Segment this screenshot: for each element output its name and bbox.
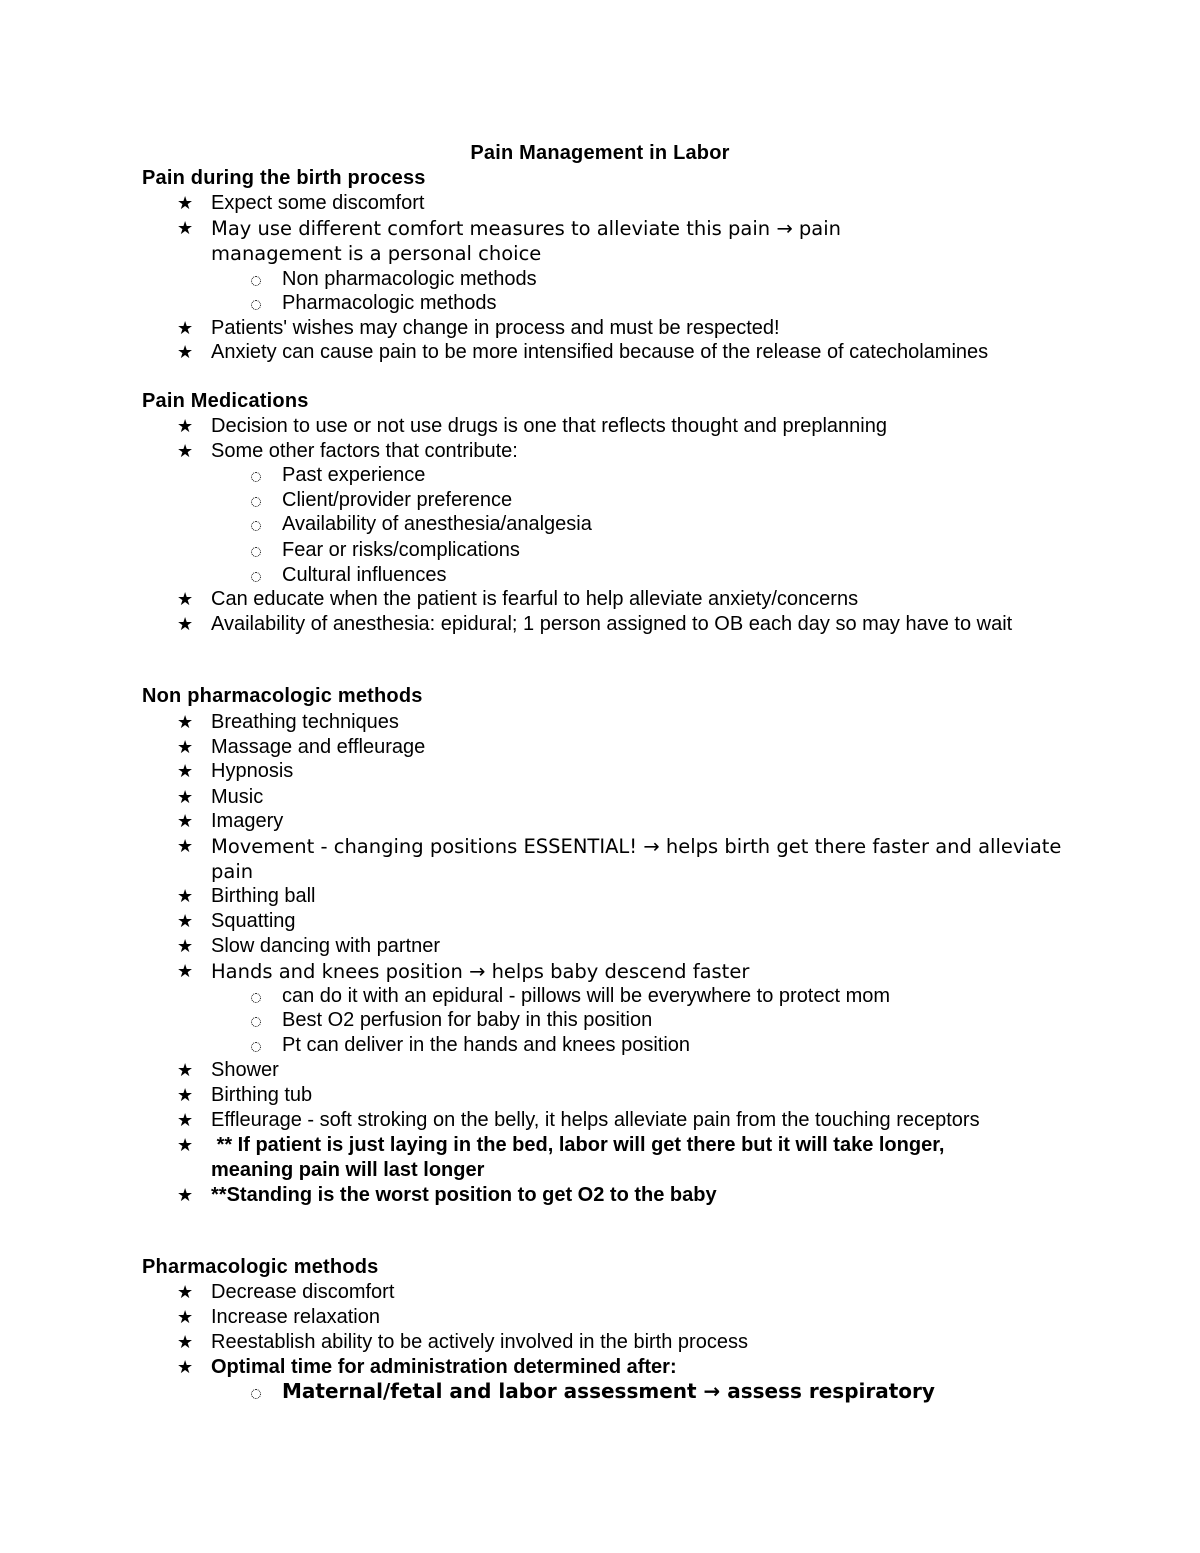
star-bullet-icon: ★ — [177, 761, 194, 782]
star-bullet-icon: ★ — [177, 712, 194, 733]
star-bullet-icon: ★ — [177, 836, 194, 857]
star-bullet-icon: ★ — [177, 811, 194, 832]
star-bullet-icon: ★ — [177, 1135, 194, 1156]
circle-bullet-icon — [248, 1033, 266, 1058]
list-subitem: Availability of anesthesia/analgesia — [282, 513, 592, 535]
star-bullet-icon: ★ — [177, 1357, 194, 1378]
list-subitem: Fear or risks/complications — [282, 539, 520, 561]
star-bullet-icon: ★ — [177, 218, 194, 239]
star-bullet-icon: ★ — [177, 441, 194, 462]
star-bullet-icon: ★ — [177, 1282, 194, 1303]
star-bullet-icon: ★ — [177, 1085, 194, 1106]
star-bullet-icon: ★ — [177, 318, 194, 339]
list-item: Hands and knees position → helps baby descend faster — [211, 960, 750, 983]
circle-bullet-icon — [248, 1380, 266, 1405]
star-bullet-icon: ★ — [177, 342, 194, 363]
star-bullet-icon: ★ — [177, 737, 194, 758]
circle-bullet-icon — [248, 267, 266, 292]
circle-bullet-icon — [248, 488, 266, 513]
list-item: **Standing is the worst position to get O2 to the baby — [211, 1184, 717, 1206]
list-subitem: Maternal/fetal and labor assessment → assess respiratory — [282, 1379, 935, 1403]
list-subitem: Best O2 perfusion for baby in this position — [282, 1009, 653, 1031]
list-subitem: Pt can deliver in the hands and knees position — [282, 1034, 691, 1056]
circle-bullet-icon — [248, 463, 266, 488]
star-bullet-icon: ★ — [177, 416, 194, 437]
list-item: May use different comfort measures to alleviate this pain → pain management is a personal choice — [211, 217, 841, 265]
star-bullet-icon: ★ — [177, 787, 194, 808]
list-item: Availability of anesthesia: epidural; 1 person assigned to OB each day so may have to wait — [211, 613, 1013, 635]
list-item: Breathing techniques — [211, 711, 399, 733]
list-subitem: Client/provider preference — [282, 489, 513, 511]
list-item: Birthing ball — [211, 885, 316, 907]
circle-bullet-icon — [248, 538, 266, 563]
list-subitem: Pharmacologic methods — [282, 292, 497, 314]
list-item: Patients' wishes may change in process and must be respected! — [211, 317, 780, 339]
list-item: Reestablish ability to be actively involved in the birth process — [211, 1331, 748, 1353]
list-item: Decrease discomfort — [211, 1281, 395, 1303]
star-bullet-icon: ★ — [177, 961, 194, 982]
list-item: Effleurage - soft stroking on the belly, it helps alleviate pain from the touching receptors — [211, 1109, 980, 1131]
list-subitem: Non pharmacologic methods — [282, 268, 537, 290]
list-subitem: Past experience — [282, 464, 426, 486]
star-bullet-icon: ★ — [177, 1110, 194, 1131]
star-bullet-icon: ★ — [177, 936, 194, 957]
list-item: Squatting — [211, 910, 296, 932]
list-item: Shower — [211, 1059, 279, 1081]
list-subitem: Cultural influences — [282, 564, 447, 586]
section-heading: Non pharmacologic methods — [142, 685, 423, 707]
list-item: Imagery — [211, 810, 284, 832]
list-item: Can educate when the patient is fearful to help alleviate anxiety/concerns — [211, 588, 859, 610]
list-item: Massage and effleurage — [211, 736, 426, 758]
circle-bullet-icon — [248, 291, 266, 316]
section-heading: Pain during the birth process — [142, 167, 426, 189]
list-item: Music — [211, 786, 264, 808]
list-item: Slow dancing with partner — [211, 935, 441, 957]
list-item: Movement - changing positions ESSENTIAL! → helps birth get there faster and alleviate pain — [211, 835, 1062, 883]
circle-bullet-icon — [248, 563, 266, 588]
list-item: Some other factors that contribute: — [211, 440, 518, 462]
section-heading: Pain Medications — [142, 390, 309, 412]
list-item: Expect some discomfort — [211, 192, 425, 214]
circle-bullet-icon — [248, 984, 266, 1009]
list-item: Hypnosis — [211, 760, 294, 782]
list-item: ** If patient is just laying in the bed, labor will get there but it will take longer, meaning pain will last longer — [211, 1134, 951, 1181]
star-bullet-icon: ★ — [177, 1060, 194, 1081]
star-bullet-icon: ★ — [177, 1185, 194, 1206]
list-subitem: can do it with an epidural - pillows will be everywhere to protect mom — [282, 985, 891, 1007]
list-item: Increase relaxation — [211, 1306, 380, 1328]
list-item: Anxiety can cause pain to be more intensified because of the release of catecholamines — [211, 341, 989, 363]
star-bullet-icon: ★ — [177, 886, 194, 907]
list-item: Birthing tub — [211, 1084, 313, 1106]
section-heading: Pharmacologic methods — [142, 1256, 379, 1278]
circle-bullet-icon — [248, 512, 266, 537]
star-bullet-icon: ★ — [177, 589, 194, 610]
list-item: Optimal time for administration determined after: — [211, 1356, 677, 1378]
star-bullet-icon: ★ — [177, 1332, 194, 1353]
star-bullet-icon: ★ — [177, 911, 194, 932]
star-bullet-icon: ★ — [177, 614, 194, 635]
star-bullet-icon: ★ — [177, 1307, 194, 1328]
list-item: Decision to use or not use drugs is one that reflects thought and preplanning — [211, 415, 887, 437]
circle-bullet-icon — [248, 1008, 266, 1033]
star-bullet-icon: ★ — [177, 193, 194, 214]
page-title: Pain Management in Labor — [470, 142, 730, 164]
